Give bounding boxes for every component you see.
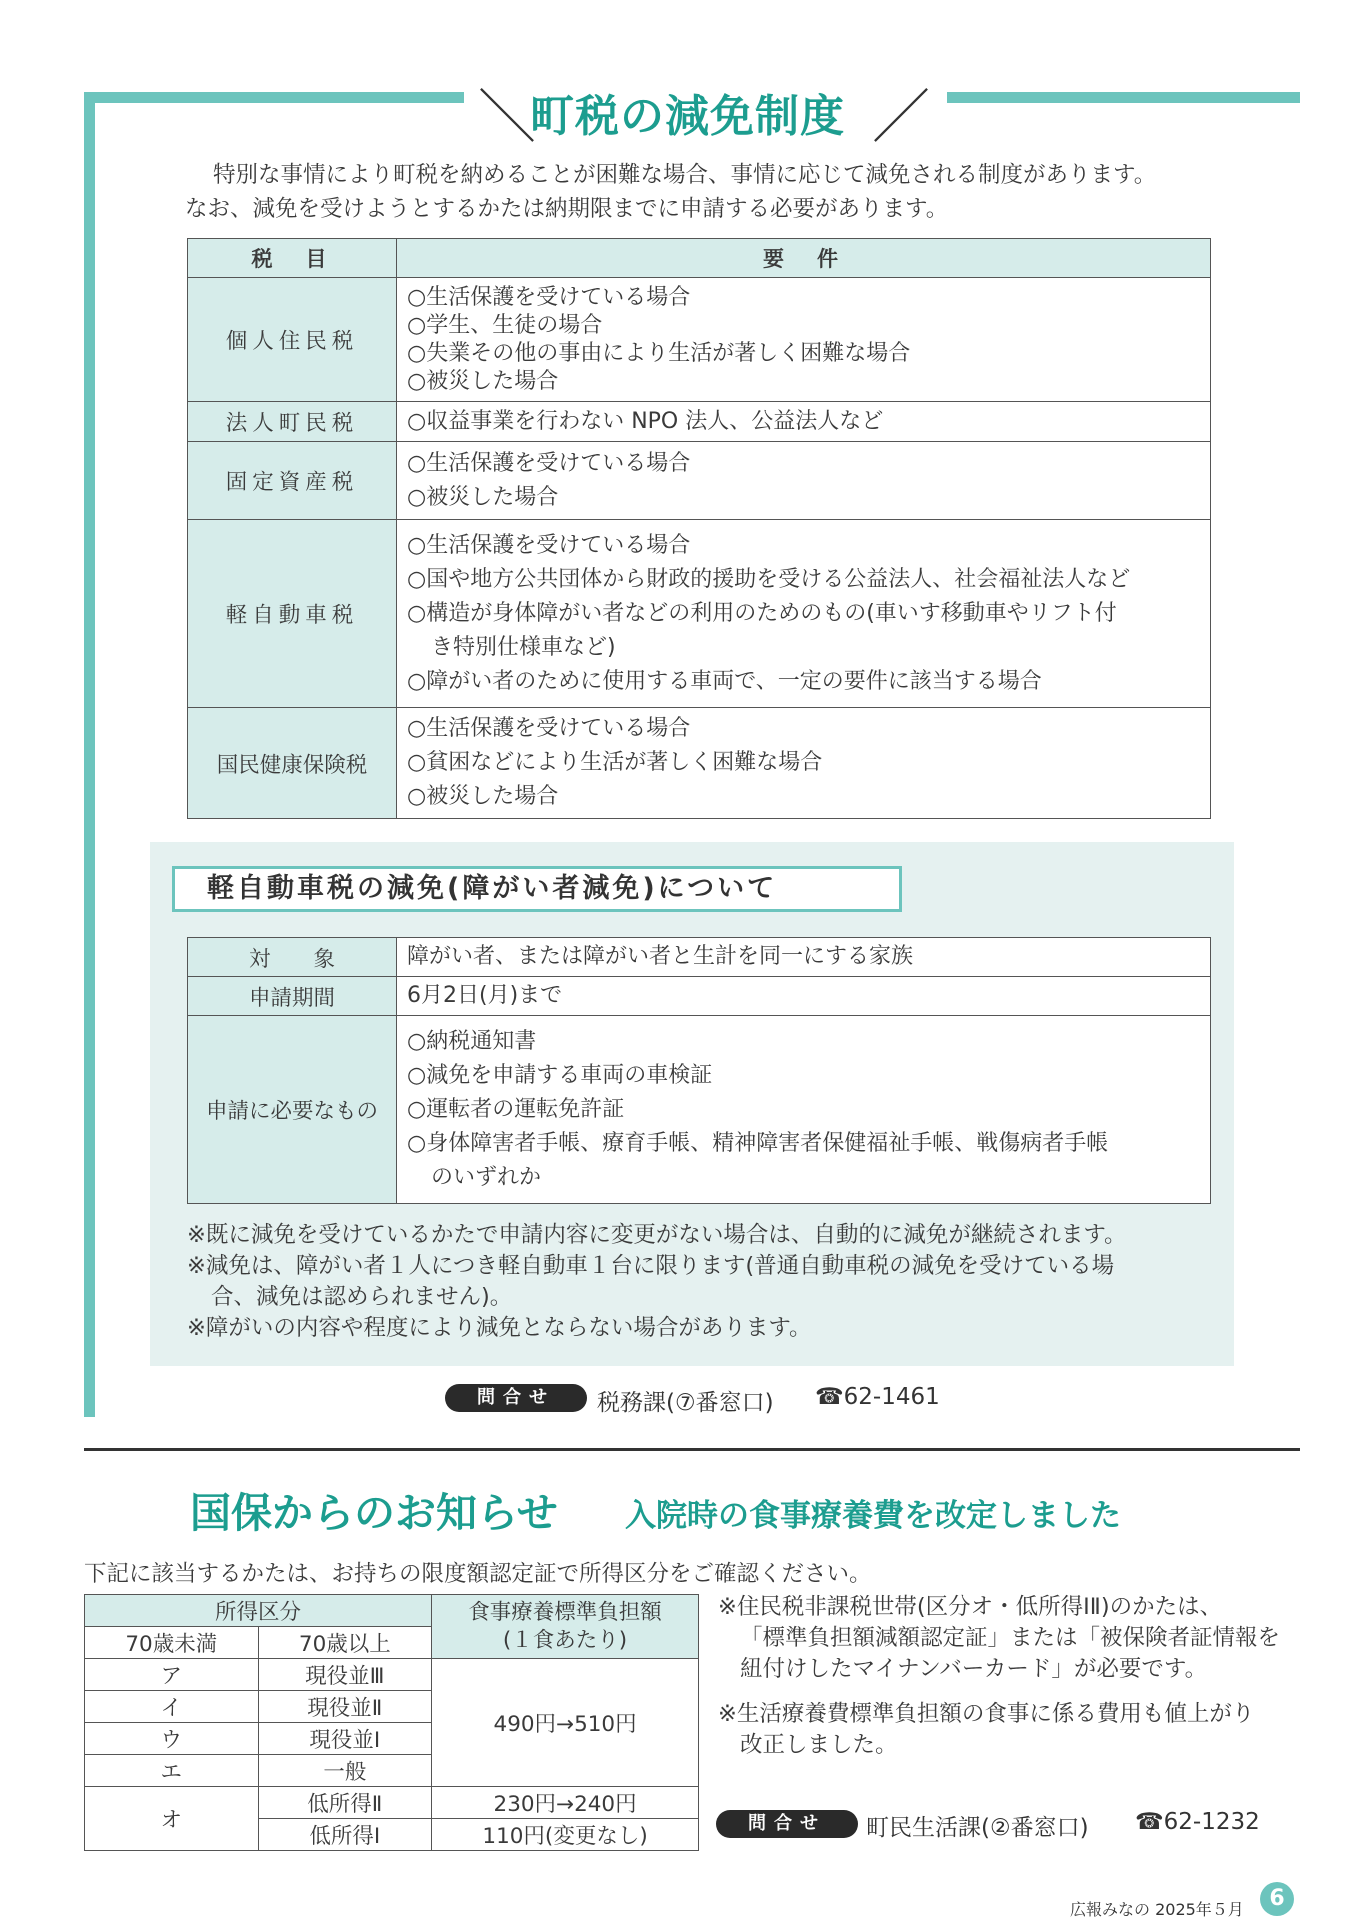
required-item: ○納税通知書 [407,1028,537,1054]
disability-reduction-table [187,937,1211,1204]
tax-name: 固定資産税 [188,442,397,520]
required-item: のいずれか [431,1164,542,1190]
note-spacer [718,1685,1318,1699]
row-label: 申請に必要なもの [188,1016,397,1204]
requirement-item: ○生活保護を受けている場合 [407,532,691,558]
note-line: ※住民税非課税世帯(区分オ・低所得ⅠⅡ)のかたは、 [718,1594,1223,1620]
accent-vertical-bar [84,92,95,1417]
tax-name: 国民健康保険税 [188,708,397,819]
requirement-item: き特別仕様車など) [431,634,616,660]
requirement-item: ○被災した場合 [407,484,559,510]
class-over-70: 一般 [258,1755,432,1787]
tax-name: 法人町民税 [188,402,397,442]
inquiry-label: 問合せ [445,1384,587,1412]
row-value: 障がい者、または障がい者と生計を同一にする家族 [397,938,1211,977]
header-tax-item: 税 目 [188,239,397,278]
row-label: 対 象 [188,938,397,977]
header-income-class: 所得区分 [85,1595,432,1627]
note-line: 「標準負担額減額認定証」または「被保険者証情報を [740,1625,1281,1651]
class-over-70: 低所得Ⅱ [258,1787,432,1819]
requirement-item: ○被災した場合 [407,784,559,809]
meal-amount: 230円→240円 [432,1787,699,1819]
class-over-70: 低所得Ⅰ [258,1819,432,1851]
box-notes [187,1220,1217,1344]
class-over-70: 現役並Ⅰ [258,1723,432,1755]
page-number: 6 [1260,1882,1294,1916]
requirement-item: ○構造が身体障がい者などの利用のためのもの(車いす移動車やリフト付 [407,600,1117,626]
table-row [188,708,1211,819]
requirement-item: ○生活保護を受けている場合 [407,716,691,741]
row-value [397,1016,1211,1204]
required-item: ○減免を申請する車両の車検証 [407,1062,713,1088]
requirement-item: ○失業その他の事由により生活が著しく困難な場合 [407,340,911,366]
table-row [188,520,1211,708]
section2-subtitle: 入院時の食事療養費を改定しました [625,1498,1121,1534]
contact-department: 税務課(⑦番窓口) [597,1390,774,1416]
section2-title: 国保からのお知らせ [190,1489,558,1537]
tax-name: 軽自動車税 [188,520,397,708]
requirement-item: ○収益事業を行わない NPO 法人、公益法人など [407,408,884,434]
table-row [85,1659,699,1691]
table-row [188,977,1211,1016]
intro-text [185,158,1305,226]
requirement-item: ○貧困などにより生活が著しく困難な場合 [407,750,823,775]
class-over-70: 現役並Ⅱ [258,1691,432,1723]
table-row [188,1016,1211,1204]
contact-phone: ☎62-1461 [815,1384,940,1410]
requirements-cell [397,520,1211,708]
table-row [188,278,1211,402]
note-line: ※障がいの内容や程度により減免とならない場合があります。 [187,1315,812,1341]
header-over-70: 70歳以上 [258,1627,432,1659]
requirement-item: ○障がい者のために使用する車両で、一定の要件に該当する場合 [407,668,1042,694]
header-meal-cost [432,1595,699,1659]
meal-amount: 490円→510円 [432,1659,699,1787]
contact-phone: ☎62-1232 [1135,1809,1260,1835]
requirement-item: ○国や地方公共団体から財政的援助を受ける公益法人、社会福祉法人など [407,566,1131,592]
meal-cost-table [84,1594,699,1851]
slash-left-decoration: ＼ [478,83,537,151]
note-line: 紐付けしたマイナンバーカード」が必要です。 [740,1656,1208,1682]
accent-bar-right [947,92,1300,103]
note-line: ※減免は、障がい者１人につき軽自動車１台に限ります(普通自動車税の減免を受けている場 [187,1253,1115,1279]
table-row [188,402,1211,442]
class-over-70: 現役並Ⅲ [258,1659,432,1691]
header-meal-cost-line1: 食事療養標準負担額 [468,1599,662,1625]
slash-right-decoration: ／ [872,83,931,151]
class-under-70: イ [85,1691,259,1723]
contact-department: 町民生活課(②番窓口) [866,1815,1089,1841]
header-under-70: 70歳未満 [85,1627,259,1659]
requirements-cell [397,278,1211,402]
section2-intro: 下記に該当するかたは、お持ちの限度額認定証で所得区分をご確認ください。 [84,1561,872,1587]
requirements-cell [397,402,1211,442]
requirement-item: ○生活保護を受けている場合 [407,450,691,476]
requirement-item: ○被災した場合 [407,368,559,394]
table-header-row [188,239,1211,278]
header-meal-cost-line2: (１食あたり) [502,1627,628,1653]
class-under-70: オ [85,1787,259,1851]
box-title: 軽自動車税の減免(障がい者減免)について [172,866,902,912]
intro-line: なお、減免を受けようとするかたは納期限までに申請する必要があります。 [185,196,949,222]
requirement-item: ○学生、生徒の場合 [407,312,603,338]
intro-line: 特別な事情により町税を納めることが困難な場合、事情に応じて減免される制度があります。 [213,162,1157,188]
table-header-row [85,1595,699,1627]
note-line: 合、減免は認められません)。 [211,1284,513,1310]
meal-amount: 110円(変更なし) [432,1819,699,1851]
row-value: 6月2日(月)まで [397,977,1211,1016]
section-divider [84,1448,1300,1451]
section-title: 町税の減免制度 [530,91,845,142]
publication-footer: 広報みなの 2025年５月 [1070,1900,1244,1919]
requirement-item: ○生活保護を受けている場合 [407,284,691,310]
table-row [188,938,1211,977]
note-line: ※既に減免を受けているかたで申請内容に変更がない場合は、自動的に減免が継続されます。 [187,1222,1127,1248]
table-row [188,442,1211,520]
accent-bar-left [84,92,464,103]
table-row [85,1787,699,1819]
required-item: ○運転者の運転免許証 [407,1096,625,1122]
section2-notes [718,1592,1318,1761]
note-line: ※生活療養費標準負担額の食事に係る費用も値上がり [718,1701,1255,1727]
class-under-70: ウ [85,1723,259,1755]
header-requirements: 要 件 [397,239,1211,278]
class-under-70: エ [85,1755,259,1787]
class-under-70: ア [85,1659,259,1691]
requirements-cell [397,708,1211,819]
required-item: ○身体障害者手帳、療育手帳、精神障害者保健福祉手帳、戦傷病者手帳 [407,1130,1109,1156]
tax-reduction-table [187,238,1211,819]
tax-name: 個人住民税 [188,278,397,402]
inquiry-label: 問合せ [716,1810,858,1838]
requirements-cell [397,442,1211,520]
note-line: 改正しました。 [740,1732,898,1758]
row-label: 申請期間 [188,977,397,1016]
